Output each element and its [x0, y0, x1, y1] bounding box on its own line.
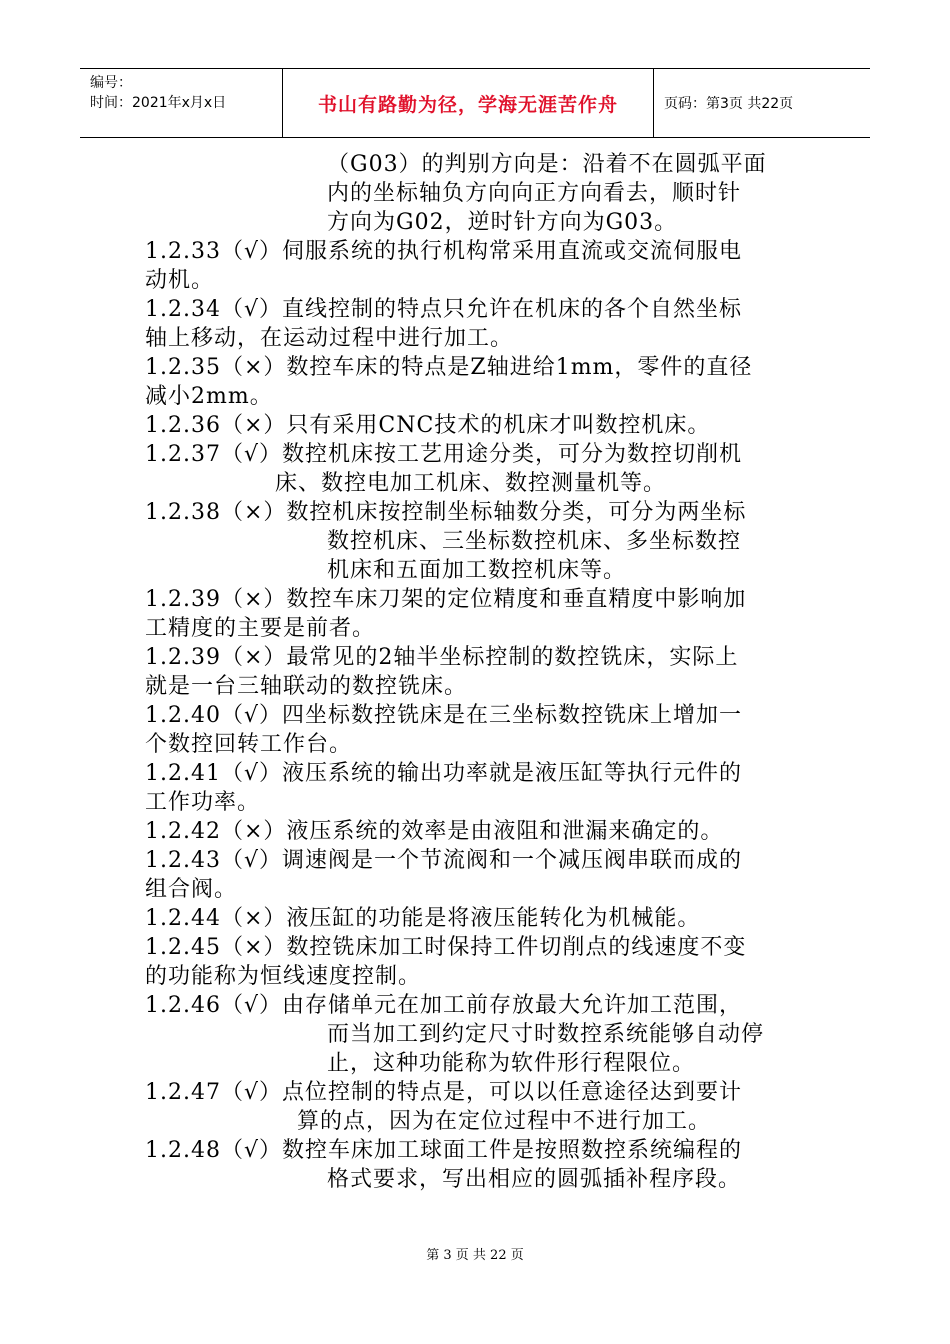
- text-line: 1.2.39（×）最常见的2轴半坐标控制的数控铣床，实际上: [145, 645, 739, 670]
- number-label: 编号：: [90, 75, 132, 91]
- text-line: 1.2.47（√）点位控制的特点是，可以以任意途径达到要计: [145, 1080, 742, 1105]
- text-line: 床、数控电加工机床、数控测量机等。: [275, 471, 667, 496]
- text-line: 方向为G02，逆时针方向为G03。: [327, 210, 678, 235]
- text-line: 内的坐标轴负方向向正方向看去，顺时针: [327, 181, 742, 206]
- text-line: 1.2.40（√）四坐标数控铣床是在三坐标数控铣床上增加一: [145, 703, 742, 728]
- text-line: 数控机床、三坐标数控机床、多坐标数控: [327, 529, 742, 554]
- text-line: 工精度的主要是前者。: [145, 616, 376, 641]
- text-line: 1.2.35（×）数控车床的特点是Z轴进给1mm，零件的直径: [145, 355, 753, 380]
- text-line: 1.2.37（√）数控机床按工艺用途分类，可分为数控切削机: [145, 442, 742, 467]
- text-line: （G03）的判别方向是：沿着不在圆弧平面: [327, 152, 767, 177]
- text-line: 1.2.44（×）液压缸的功能是将液压能转化为机械能。: [145, 906, 701, 931]
- text-line: 减小2mm。: [145, 384, 273, 409]
- text-line: 算的点，因为在定位过程中不进行加工。: [297, 1109, 712, 1134]
- text-line: 1.2.39（×）数控车床刀架的定位精度和垂直精度中影响加: [145, 587, 747, 612]
- text-line: 1.2.36（×）只有采用CNC技术的机床才叫数控机床。: [145, 413, 711, 438]
- text-line: 1.2.46（√）由存储单元在加工前存放最大允许加工范围，: [145, 993, 742, 1018]
- text-line: 1.2.48（√）数控车床加工球面工件是按照数控系统编程的: [145, 1138, 742, 1163]
- header-motto: 书山有路勤为径，学海无涯苦作舟: [317, 93, 618, 116]
- header-page-info: 页码：第3页 共22页: [664, 96, 794, 112]
- page-footer: 第 3 页 共 22 页: [426, 1248, 524, 1263]
- document-body: [145, 150, 810, 1194]
- text-line: 轴上移动，在运动过程中进行加工。: [145, 326, 514, 351]
- text-line: 1.2.42（×）液压系统的效率是由液阻和泄漏来确定的。: [145, 819, 724, 844]
- text-line: 1.2.33（√）伺服系统的执行机构常采用直流或交流伺服电: [145, 239, 742, 264]
- text-line: 的功能称为恒线速度控制。: [145, 964, 422, 989]
- header-meta: [80, 69, 282, 137]
- text-line: 工作功率。: [145, 790, 261, 815]
- text-line: 格式要求，写出相应的圆弧插补程序段。: [327, 1167, 742, 1192]
- text-line: 个数控回转工作台。: [145, 732, 353, 757]
- text-line: 1.2.41（√）液压系统的输出功率就是液压缸等执行元件的: [145, 761, 742, 786]
- text-line: 1.2.43（√）调速阀是一个节流阀和一个减压阀串联而成的: [145, 848, 742, 873]
- text-line: 1.2.38（×）数控机床按控制坐标轴数分类，可分为两坐标: [145, 500, 747, 525]
- text-line: 就是一台三轴联动的数控铣床。: [145, 674, 468, 699]
- text-line: 止，这种功能称为软件形行程限位。: [327, 1051, 696, 1076]
- text-line: 组合阀。: [145, 877, 238, 902]
- text-line: 机床和五面加工数控机床等。: [327, 558, 627, 583]
- text-line: 而当加工到约定尺寸时数控系统能够自动停: [327, 1022, 765, 1047]
- text-line: 动机。: [145, 268, 215, 293]
- text-line: 1.2.34（√）直线控制的特点只允许在机床的各个自然坐标: [145, 297, 742, 322]
- time-label: 时间：2021年x月x日: [90, 95, 227, 111]
- header-motto-cell: [282, 69, 654, 137]
- page-header: [80, 68, 870, 138]
- text-line: 1.2.45（×）数控铣床加工时保持工件切削点的线速度不变: [145, 935, 747, 960]
